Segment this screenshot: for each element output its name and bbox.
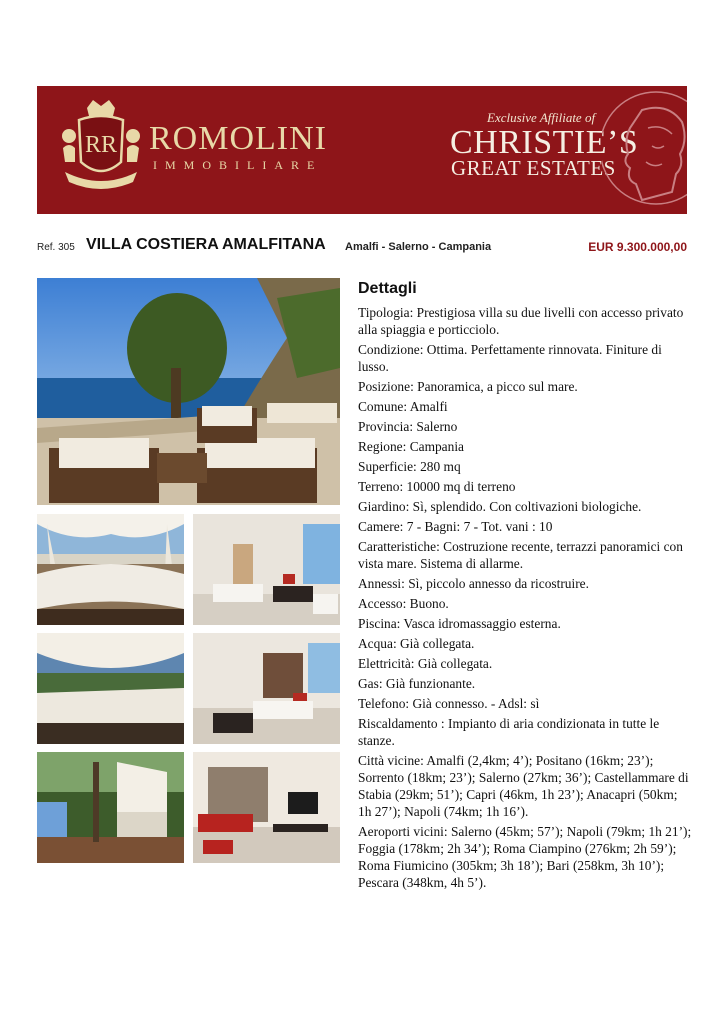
photo-gazebo-sofa [37,514,184,625]
photo-gazebo-garden [37,752,184,863]
detail-item: Provincia: Salerno [358,419,458,434]
property-location: Amalfi - Salerno - Campania [345,241,492,253]
detail-item: Regione: Campania [358,439,464,454]
property-title: VILLA COSTIERA AMALFITANA [86,236,326,253]
brand-subtitle: IMMOBILIARE [153,158,323,172]
christie-portrait-icon [602,88,687,212]
photo-living-room-tv [193,752,340,863]
christies-logo-text: CHRISTIE’S [450,124,639,161]
header-banner [37,86,687,214]
detail-item: Giardino: Sì, splendido. Con coltivazioni biologiche. [358,499,642,514]
details-heading: Dettagli [358,280,417,297]
detail-item: Posizione: Panoramica, a picco sul mare. [358,379,578,394]
detail-item: Piscina: Vasca idromassaggio esterna. [358,616,561,631]
svg-text:RR: RR [84,132,118,158]
detail-item: Superficie: 280 mq [358,459,461,474]
detail-item: Terreno: 10000 mq di terreno [358,479,516,494]
detail-item: Tipologia: Prestigiosa villa su due livelli con accesso privato alla spiaggia e porticciolo. [358,305,684,337]
affiliate-text: Exclusive Affiliate of [487,110,596,125]
romolini-crest-logo [59,96,143,204]
detail-item: Comune: Amalfi [358,399,448,414]
property-price: EUR 9.300.000,00 [588,240,687,254]
reference-number: Ref. 305 [37,242,75,253]
detail-item: Annessi: Sì, piccolo annesso da ricostruire. [358,576,589,591]
detail-item: Condizione: Ottima. Perfettamente rinnovata. Finiture di lusso. [358,342,662,374]
detail-item: Elettricità: Già collegata. [358,656,493,671]
listing-header [37,236,687,258]
photo-terrace-sea-view [37,278,340,505]
detail-item: Riscaldamento : Impianto di aria condizionata in tutte le stanze. [358,716,660,748]
detail-item: Gas: Già funzionante. [358,676,476,691]
details-section [358,280,694,894]
detail-item: Aeroporti vicini: Salerno (45km; 57’); Napoli (79km; 1h 21’); Foggia (178km; 2h 34’); Roma Ciampino (276km; 2h 59’); Roma Fiumicino (305km; 3h 18’); Bari (258km, 3h 10’); Pescara (348km, 4h 5’). [358,824,692,890]
photo-gazebo-cliff [37,633,184,744]
detail-item: Camere: 7 - Bagni: 7 - Tot. vani : 10 [358,519,553,534]
detail-item: Caratteristiche: Costruzione recente, terrazzi panoramici con vista mare. Sistema di allarme. [358,539,683,571]
detail-item: Telefono: Già connesso. - Adsl: sì [358,696,540,711]
great-estates-text: GREAT ESTATES [451,156,616,180]
detail-item: Acqua: Già collegata. [358,636,475,651]
photo-living-room-interior [193,633,340,744]
detail-item: Accesso: Buono. [358,596,449,611]
brand-name: ROMOLINI [149,120,327,157]
photo-living-room-white [193,514,340,625]
detail-item: Città vicine: Amalfi (2,4km; 4’); Positano (16km; 23’); Sorrento (18km; 23’); Salerno (27km; 36’); Castellammare di Stabia (29km; 51’); Capri (46km, 1h 23’); Anacapri (50km; 1h 27’); Napoli (74km; 1h 16’). [358,753,689,819]
